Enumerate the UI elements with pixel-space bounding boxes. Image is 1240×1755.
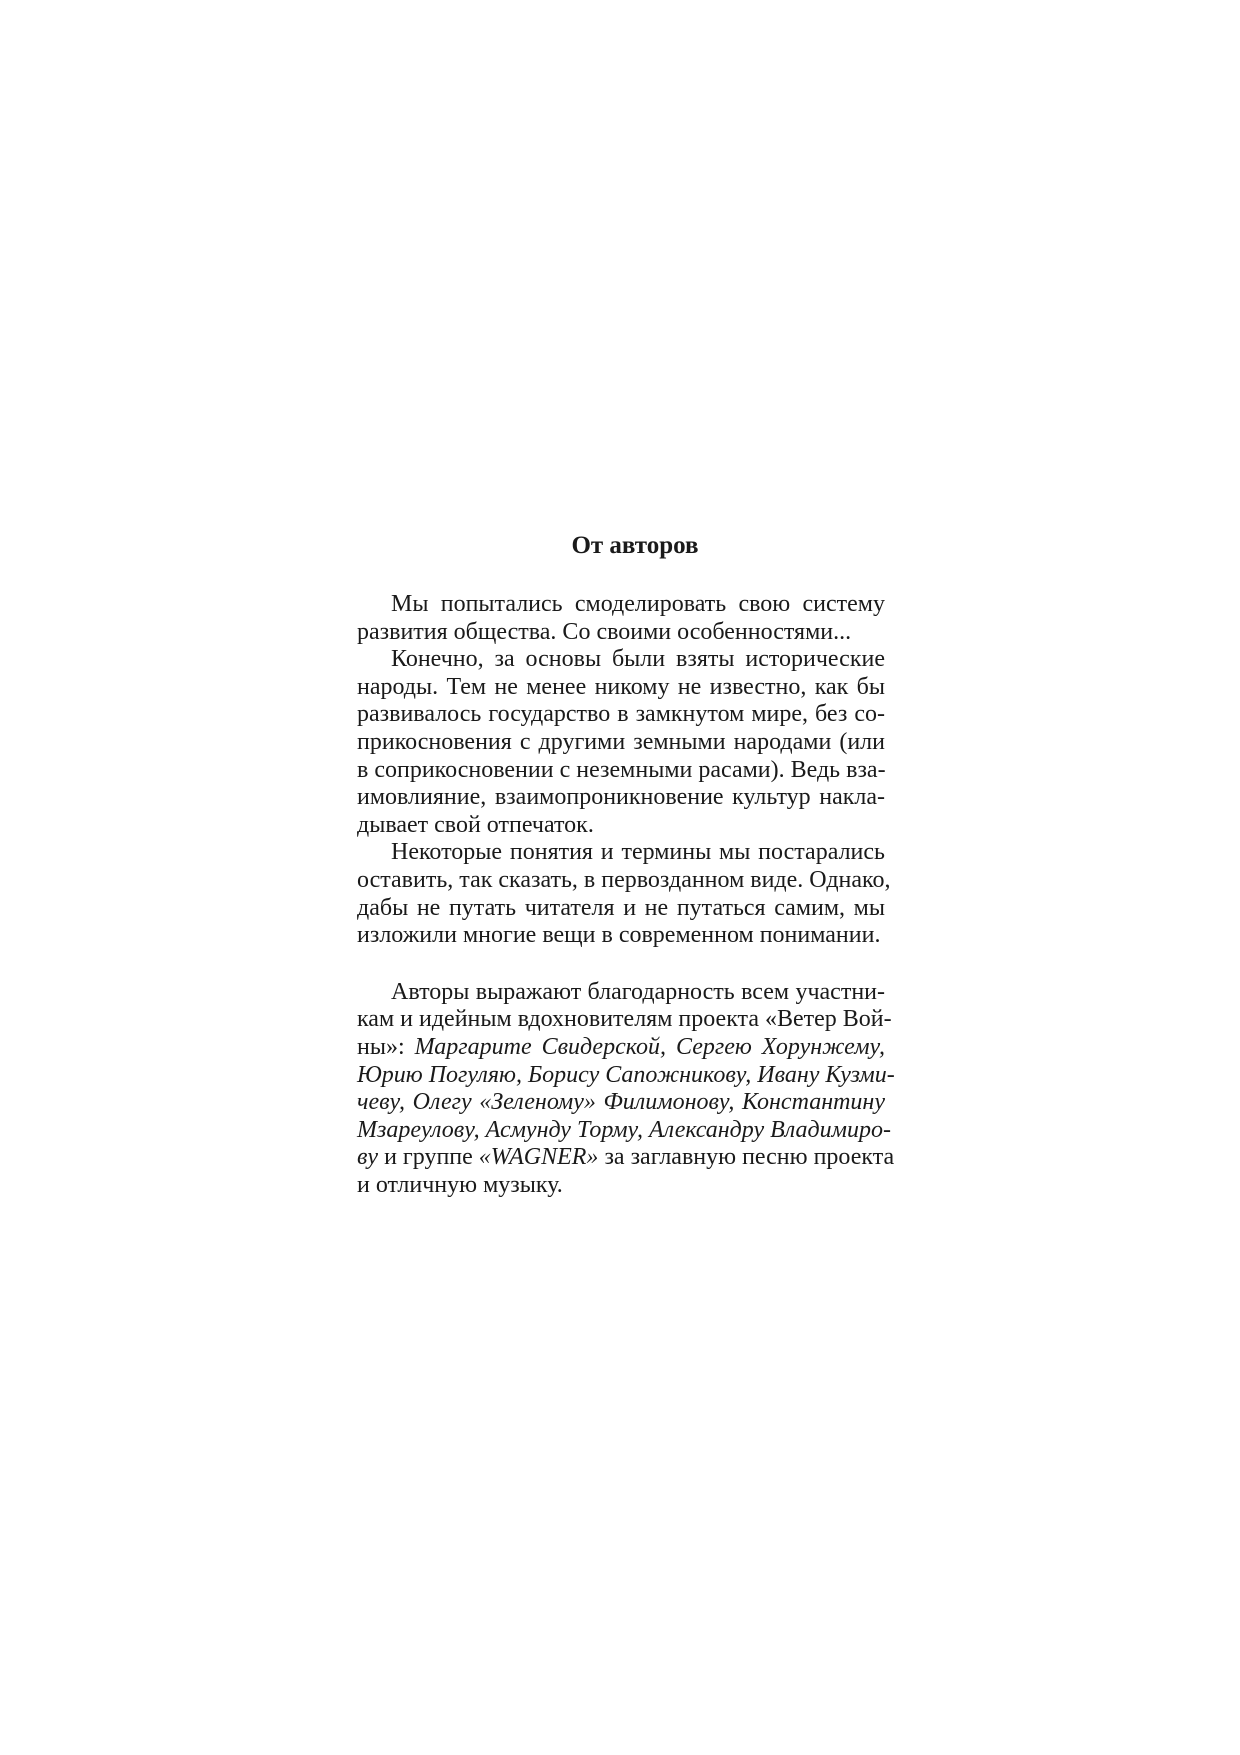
paragraph-1 <box>357 591 885 646</box>
paragraph-line: Некоторые понятия и термины мы постарались <box>391 839 885 866</box>
page-title: От авторов <box>571 532 699 559</box>
paragraph-line: изложили многие вещи в современном понимании. <box>357 922 881 949</box>
text-block <box>357 531 895 1199</box>
ack-names: ву <box>357 1144 379 1171</box>
ack-line <box>357 1144 895 1172</box>
paragraph-2 <box>357 646 885 839</box>
ack-line: и отличную музыку. <box>357 1171 563 1198</box>
ack-text: и группе <box>378 1144 479 1171</box>
ack-line: кам и идейным вдохновителям проекта «Ветер Вой- <box>357 1006 892 1033</box>
paragraph-line: Конечно, за основы были взяты исторические <box>391 646 885 673</box>
ack-names: Маргарите Свидерской, Сергею Хорунжему, <box>414 1033 885 1060</box>
paragraph-gap <box>357 950 885 979</box>
paragraph-line: развивалось государство в замкнутом мире, без со- <box>357 701 885 728</box>
ack-names-line: чеву, Олегу «Зеленому» Филимонову, Константину <box>357 1089 885 1116</box>
paragraph-line: Мы попытались смоделировать свою систему <box>391 591 885 617</box>
paragraph-line: прикосновения с другими земными народами (или <box>357 728 885 755</box>
paragraph-line: народы. Тем не менее никому не известно, как бы <box>357 673 885 700</box>
ack-line <box>357 1034 885 1062</box>
band-name: «WAGNER» <box>478 1144 599 1171</box>
paragraph-line: оставить, так сказать, в первозданном виде. Однако, <box>357 866 891 893</box>
acknowledgements-paragraph <box>357 978 895 1200</box>
ack-text: ны»: <box>357 1033 415 1060</box>
ack-names-line: Мзареулову, Асмунду Торму, Александру Владимиро- <box>357 1116 891 1143</box>
paragraph-line: дывает свой отпечаток. <box>357 811 594 838</box>
paragraph-line: имовлияние, взаимопроникновение культур накла- <box>357 784 885 811</box>
ack-line: Авторы выражают благодарность всем участни- <box>391 978 885 1005</box>
ack-text: за заглавную песню проекта <box>598 1144 895 1171</box>
paragraph-line: развития общества. Со своими особенностями... <box>357 618 852 645</box>
ack-names-line: Юрию Погуляю, Борису Сапожникову, Ивану Кузми- <box>357 1061 895 1088</box>
paragraph-line: в соприкосновении с неземными расами). Ведь вза- <box>357 756 886 783</box>
paragraph-line: дабы не путать читателя и не путаться самим, мы <box>357 894 885 921</box>
paragraph-3 <box>357 839 891 949</box>
